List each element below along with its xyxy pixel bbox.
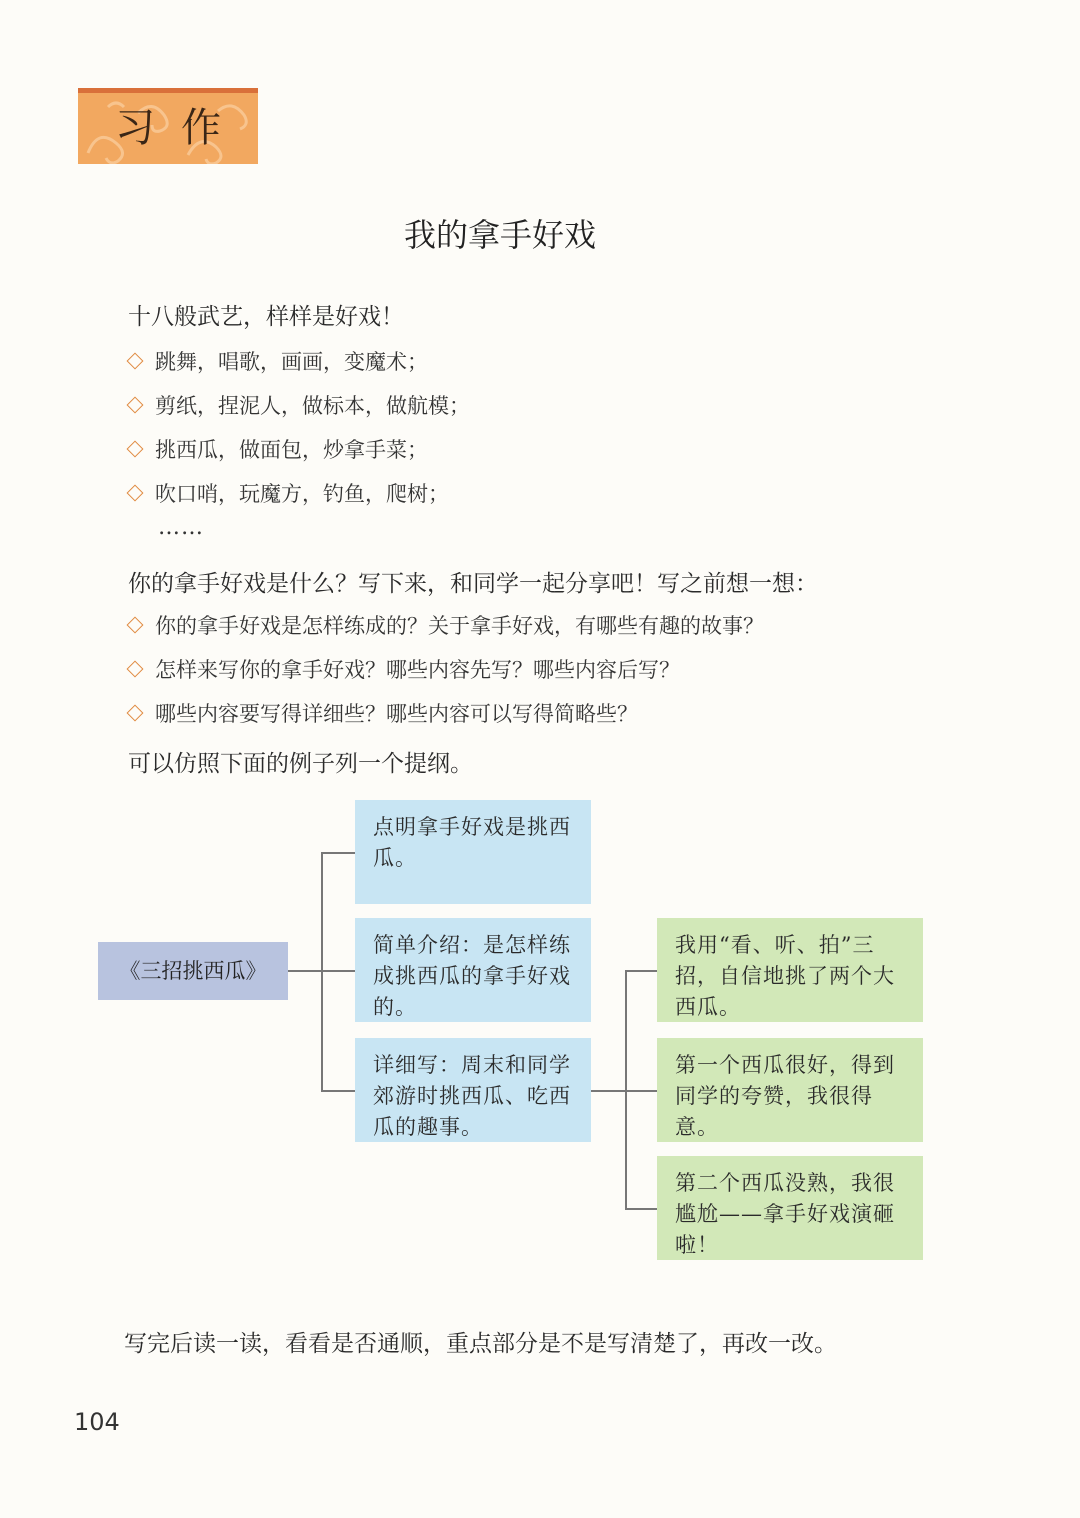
section-label: 习作 [115, 105, 247, 151]
ellipsis: …… [158, 515, 204, 540]
example-item: 吹口哨，玩魔方，钓鱼，爬树； [126, 478, 449, 508]
outline-node-level1: 简单介绍：是怎样练成挑西瓜的拿手好戏的。 [355, 918, 591, 1022]
intro-text: 十八般武艺，样样是好戏！ [128, 304, 404, 330]
connector-line [625, 970, 657, 972]
page-title: 我的拿手好戏 [403, 216, 596, 254]
connector-line [590, 1090, 626, 1092]
outline-node-level1: 详细写：周末和同学郊游时挑西瓜、吃西瓜的趣事。 [355, 1038, 591, 1142]
outline-node-level2: 我用“看、听、拍”三招，自信地挑了两个大西瓜。 [657, 918, 923, 1022]
diamond-bullet-icon [127, 484, 144, 501]
diamond-bullet-icon [127, 704, 144, 721]
diamond-bullet-icon [127, 396, 144, 413]
section-badge [78, 88, 258, 164]
diamond-bullet-icon [127, 616, 144, 633]
question-item: 哪些内容要写得详细些？哪些内容可以写得简略些？ [126, 698, 638, 728]
example-item: 挑西瓜，做面包，炒拿手菜； [126, 434, 428, 464]
question-item: 你的拿手好戏是怎样练成的？关于拿手好戏，有哪些有趣的故事？ [126, 610, 764, 640]
connector-line [625, 1090, 657, 1092]
diamond-bullet-icon [127, 660, 144, 677]
connector-line [625, 970, 627, 1208]
outline-node-level2: 第二个西瓜没熟，我很尴尬——拿手好戏演砸啦！ [657, 1156, 923, 1260]
closing-text: 写完后读一读，看看是否通顺，重点部分是不是写清楚了，再改一改。 [124, 1331, 837, 1357]
diamond-bullet-icon [127, 440, 144, 457]
connector-line [625, 1208, 657, 1210]
outline-hint: 可以仿照下面的例子列一个提纲。 [128, 751, 473, 777]
diamond-bullet-icon [127, 352, 144, 369]
connector-line [288, 970, 322, 972]
connector-line [321, 852, 355, 854]
page-number: 104 [74, 1408, 120, 1436]
example-item: 跳舞，唱歌，画画，变魔术； [126, 346, 428, 376]
outline-root: 《三招挑西瓜》 [98, 942, 288, 1000]
connector-line [321, 970, 355, 972]
example-item: 剪纸，捏泥人，做标本，做航模； [126, 390, 470, 420]
outline-node-level2: 第一个西瓜很好，得到同学的夸赞，我很得意。 [657, 1038, 923, 1142]
connector-line [321, 1090, 355, 1092]
outline-node-level1: 点明拿手好戏是挑西瓜。 [355, 800, 591, 904]
prompt-text: 你的拿手好戏是什么？写下来，和同学一起分享吧！写之前想一想： [128, 571, 818, 597]
question-item: 怎样来写你的拿手好戏？哪些内容先写？哪些内容后写？ [126, 654, 680, 684]
